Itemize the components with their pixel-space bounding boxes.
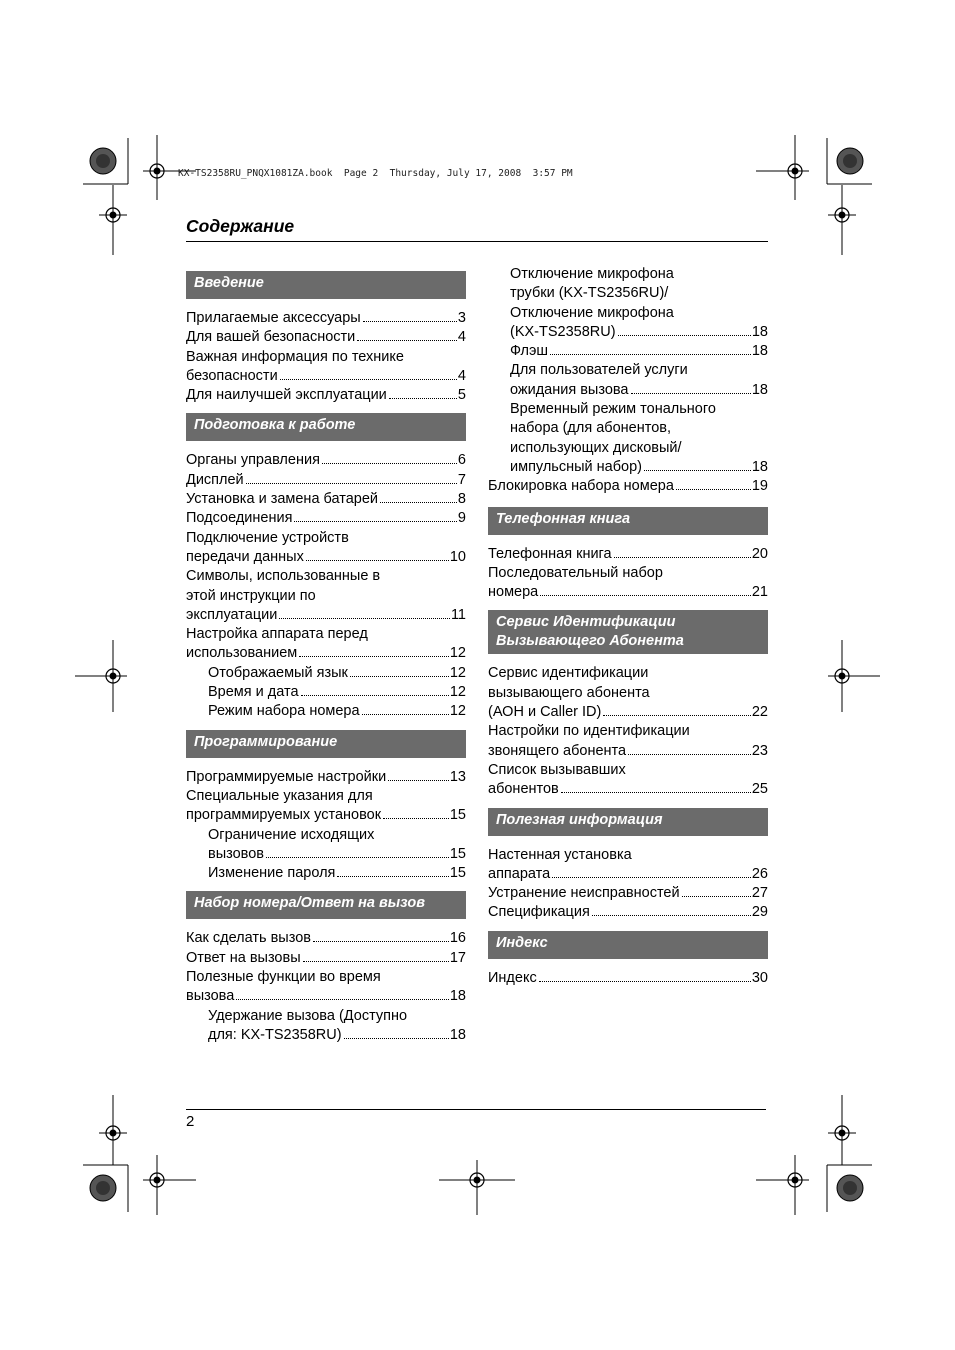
dot-leader: [266, 857, 449, 858]
toc-page-number: 6: [457, 452, 466, 469]
dot-leader: [380, 502, 457, 503]
dot-leader: [301, 695, 449, 696]
toc-entry-text: Органы управления: [186, 452, 320, 469]
toc-entry[interactable]: [488, 664, 768, 722]
toc-page-number: 18: [751, 458, 768, 475]
toc-entry-text: передачи данных: [186, 548, 304, 565]
toc-entry-text: Для пользователей услуги: [510, 362, 688, 379]
toc-entry[interactable]: [488, 722, 768, 761]
toc-page-number: 12: [449, 645, 466, 662]
toc-entry[interactable]: [186, 664, 466, 683]
toc-entry-text: (KX-TS2358RU): [510, 323, 616, 340]
dot-leader: [280, 379, 457, 380]
toc-page-number: 15: [449, 865, 466, 882]
toc-page-number: 7: [457, 471, 466, 488]
section-heading: Индекс: [488, 931, 768, 959]
registration-mark-icon: [828, 662, 856, 690]
toc-section: [186, 730, 466, 892]
toc-entry-text: для: KX-TS2358RU): [208, 1026, 342, 1043]
toc-page-number: 18: [751, 343, 768, 360]
toc-entry-text: импульсный набор): [510, 458, 643, 475]
dot-leader: [603, 715, 751, 716]
toc-entry[interactable]: [488, 884, 768, 903]
toc-entry-text: аппарата: [488, 865, 551, 882]
registration-mark-icon: [828, 201, 856, 229]
toc-entry[interactable]: [186, 949, 466, 968]
toc-page-number: 12: [449, 703, 466, 720]
toc-page-number: 27: [751, 885, 768, 902]
toc-entry[interactable]: [186, 490, 466, 509]
toc-entry-text: Временный режим тонального: [510, 401, 716, 418]
toc-entry-text: вызовов: [208, 845, 264, 862]
toc-entry[interactable]: [488, 761, 768, 800]
toc-entry-text: Отключение микрофона: [510, 266, 674, 282]
toc-entry-text: Последовательный набор: [488, 564, 663, 581]
toc-entry[interactable]: [186, 929, 466, 948]
toc-entry-text: Специальные указания для: [186, 787, 373, 804]
dot-leader: [550, 354, 751, 355]
registration-mark-icon: [781, 1166, 809, 1194]
toc-page-number: 9: [457, 510, 466, 527]
toc-entry-text: Режим набора номера: [208, 703, 360, 720]
dot-leader: [592, 915, 751, 916]
registration-mark-icon: [143, 1166, 171, 1194]
toc-entry-text: Удержание вызова (Доступно: [208, 1007, 408, 1024]
toc-entry[interactable]: [186, 625, 466, 664]
toc-entry[interactable]: [488, 846, 768, 885]
toc-entry-text: Установка и замена батарей: [186, 491, 379, 508]
dot-leader: [322, 463, 457, 464]
dot-leader: [279, 618, 450, 619]
toc-section: [488, 507, 768, 611]
toc-entry-text: Настройка аппарата перед: [186, 626, 368, 643]
registration-mark-icon: [143, 157, 171, 185]
toc-entry[interactable]: [186, 567, 466, 625]
dot-leader: [561, 792, 751, 793]
dot-leader: [357, 340, 457, 341]
toc-entry-text: Сервис идентификации: [488, 665, 649, 682]
toc-entry[interactable]: [186, 348, 466, 387]
toc-page-number: 4: [457, 329, 466, 346]
page-number: 2: [186, 1113, 195, 1130]
rosette-icon: [837, 1175, 863, 1201]
toc-left-column: [186, 271, 466, 1053]
toc-page-number: 30: [751, 969, 768, 986]
page-title: Содержание: [186, 216, 295, 236]
toc-entry-text: набора (для абонентов,: [510, 420, 672, 437]
dot-leader: [644, 470, 751, 471]
rosette-icon: [90, 1175, 116, 1201]
dot-leader: [294, 521, 456, 522]
toc-page-number: 29: [751, 904, 768, 921]
toc-entry[interactable]: [186, 768, 466, 787]
dot-leader: [362, 714, 449, 715]
dot-leader: [313, 941, 449, 942]
toc-entry-text: Для наилучшей эксплуатации: [186, 387, 387, 404]
section-heading: Подготовка к работе: [186, 413, 466, 441]
toc-entry[interactable]: [488, 564, 768, 603]
toc-entry-text: безопасности: [186, 367, 278, 384]
toc-entry[interactable]: [186, 826, 466, 865]
section-heading: Набор номера/Ответ на вызов: [186, 891, 466, 919]
toc-page-number: 22: [751, 704, 768, 721]
rosette-icon: [90, 148, 116, 174]
toc-entry-text: абонентов: [488, 781, 559, 798]
dot-leader: [614, 557, 751, 558]
toc-entry-text: вызова: [186, 988, 235, 1005]
registration-mark-icon: [781, 157, 809, 185]
toc-page-number: 26: [751, 865, 768, 882]
registration-mark-icon: [99, 201, 127, 229]
toc-entry[interactable]: [488, 477, 768, 496]
toc-entry-text: Подсоединения: [186, 510, 293, 527]
toc-section: [488, 808, 768, 931]
toc-entry-text: Важная информация по технике: [186, 348, 404, 365]
toc-entry-text: Прилагаемые аксессуары: [186, 310, 361, 326]
dot-leader: [299, 656, 449, 657]
dot-leader: [306, 560, 449, 561]
toc-entry[interactable]: [488, 400, 768, 477]
toc-entry[interactable]: [186, 309, 466, 328]
toc-section: [186, 413, 466, 729]
toc-entry[interactable]: [186, 1007, 466, 1046]
section-heading: [488, 610, 768, 654]
toc-entry-text: Дисплей: [186, 471, 244, 488]
toc-entry[interactable]: [186, 471, 466, 490]
toc-entry-text: Настройки по идентификации: [488, 723, 690, 740]
toc-entry-text: Для вашей безопасности: [186, 329, 356, 346]
toc-right-column: [488, 265, 768, 996]
rosette-icon: [837, 148, 863, 174]
toc-entry[interactable]: [186, 386, 466, 405]
toc-entry-text: номера: [488, 584, 539, 601]
toc-page-number: 16: [449, 930, 466, 947]
dot-leader: [540, 595, 751, 596]
dot-leader: [363, 321, 457, 322]
dot-leader: [552, 877, 751, 878]
toc-page-number: 12: [449, 684, 466, 701]
toc-page-number: 12: [449, 664, 466, 681]
toc-entry-text: Ограничение исходящих: [208, 826, 375, 843]
toc-page-number: 8: [457, 491, 466, 508]
section-heading: Введение: [186, 271, 466, 299]
toc-entry-text: Флэш: [510, 343, 549, 360]
toc-entry-text: этой инструкции по: [186, 587, 316, 604]
section-heading: Программирование: [186, 730, 466, 758]
toc-page-number: 4: [457, 367, 466, 384]
toc-entry-text: Полезные функции во время: [186, 969, 381, 986]
toc-entry-text: звонящего абонента: [488, 742, 627, 759]
print-header: KX-TS2358RU_PNQX1081ZA.book Page 2 Thursday, July 17, 2008 3:57 PM: [178, 168, 573, 179]
dot-leader: [682, 896, 751, 897]
dot-leader: [344, 1038, 449, 1039]
toc-page-number: 20: [751, 545, 768, 562]
section-heading-line: Сервис Идентификации: [496, 614, 676, 631]
dot-leader: [303, 961, 449, 962]
toc-entry-text: Телефонная книга: [488, 545, 612, 562]
section-heading: Полезная информация: [488, 808, 768, 836]
toc-entry[interactable]: [186, 864, 466, 883]
toc-section: [488, 610, 768, 807]
toc-entry-text: использующих дисковый/: [510, 439, 682, 456]
dot-leader: [350, 676, 449, 677]
dot-leader: [676, 489, 751, 490]
toc-entry[interactable]: [488, 545, 768, 564]
toc-entry[interactable]: [186, 968, 466, 1007]
toc-entry[interactable]: [186, 529, 466, 568]
toc-entry[interactable]: [186, 787, 466, 826]
registration-mark-icon: [99, 662, 127, 690]
section-heading: Телефонная книга: [488, 507, 768, 535]
toc-entry-text: Блокировка набора номера: [488, 478, 674, 495]
toc-page-number: 25: [751, 781, 768, 798]
registration-mark-icon: [463, 1166, 491, 1194]
toc-entry[interactable]: [186, 451, 466, 470]
dot-leader: [631, 393, 751, 394]
toc-page-number: 17: [449, 949, 466, 966]
toc-section: [186, 271, 466, 413]
toc-entry-text: Список вызывавших: [488, 761, 626, 778]
dot-leader: [628, 754, 751, 755]
toc-entry[interactable]: [186, 328, 466, 347]
toc-entry-text: Как сделать вызов: [186, 930, 311, 947]
toc-entry[interactable]: [488, 265, 768, 342]
toc-entry-text: (АОН и Caller ID): [488, 704, 602, 721]
dot-leader: [618, 335, 751, 336]
toc-entry-text: Настенная установка: [488, 846, 632, 863]
toc-page-number: 18: [751, 381, 768, 398]
toc-entry[interactable]: [186, 683, 466, 702]
toc-entry-text: программируемых установок: [186, 807, 382, 824]
toc-entry[interactable]: [186, 509, 466, 528]
toc-page-number: 19: [751, 478, 768, 495]
dot-leader: [389, 398, 457, 399]
toc-entry-text: Индекс: [488, 969, 537, 986]
toc-entry-text: Отключение микрофона: [510, 304, 674, 321]
toc-entry-text: Отображаемый язык: [208, 664, 348, 681]
toc-entry-text: Изменение пароля: [208, 865, 336, 882]
toc-entry[interactable]: [488, 342, 768, 361]
toc-entry-text: Устранение неисправностей: [488, 885, 680, 902]
toc-page-number: 5: [457, 387, 466, 404]
registration-mark-icon: [828, 1119, 856, 1147]
dot-leader: [383, 818, 449, 819]
toc-entry-text: Символы, использованные в: [186, 568, 381, 585]
toc-page-number: 10: [449, 548, 466, 565]
title-divider: [186, 241, 768, 242]
toc-entry-text: ожидания вызова: [510, 381, 629, 398]
dot-leader: [337, 876, 448, 877]
toc-entry[interactable]: [488, 969, 768, 988]
toc-page-number: 18: [449, 988, 466, 1005]
toc-entry[interactable]: [186, 702, 466, 721]
toc-entry-text: использованием: [186, 645, 298, 662]
toc-entry-text: Ответ на вызовы: [186, 949, 301, 966]
dot-leader: [246, 483, 457, 484]
dot-leader: [539, 981, 751, 982]
toc-entry-text: Программируемые настройки: [186, 768, 387, 785]
toc-entry[interactable]: [488, 361, 768, 400]
toc-page-number: 18: [751, 323, 768, 340]
toc-entry-text: эксплуатации: [186, 606, 278, 623]
toc-entry-text: трубки (KX-TS2356RU)/: [510, 285, 669, 302]
toc-page-number: 15: [449, 845, 466, 862]
toc-entry[interactable]: [488, 903, 768, 922]
dot-leader: [388, 780, 449, 781]
toc-section: [186, 891, 466, 1053]
toc-entry-text: Время и дата: [208, 684, 299, 701]
dot-leader: [236, 999, 449, 1000]
toc-page-number: 18: [449, 1026, 466, 1043]
toc-page-number: 3: [457, 310, 466, 326]
toc-section: [488, 931, 768, 996]
section-heading-line: Вызывающего Абонента: [496, 633, 684, 650]
toc-page-number: 15: [449, 807, 466, 824]
toc-entry-text: Подключение устройств: [186, 529, 349, 546]
toc-page-number: 23: [751, 742, 768, 759]
footer-divider: [186, 1109, 766, 1110]
toc-entry-text: Спецификация: [488, 904, 590, 921]
registration-mark-icon: [99, 1119, 127, 1147]
toc-page-number: 21: [751, 584, 768, 601]
toc-page-number: 11: [450, 606, 466, 623]
toc-entry-text: вызывающего абонента: [488, 684, 650, 701]
toc-page-number: 13: [449, 768, 466, 785]
